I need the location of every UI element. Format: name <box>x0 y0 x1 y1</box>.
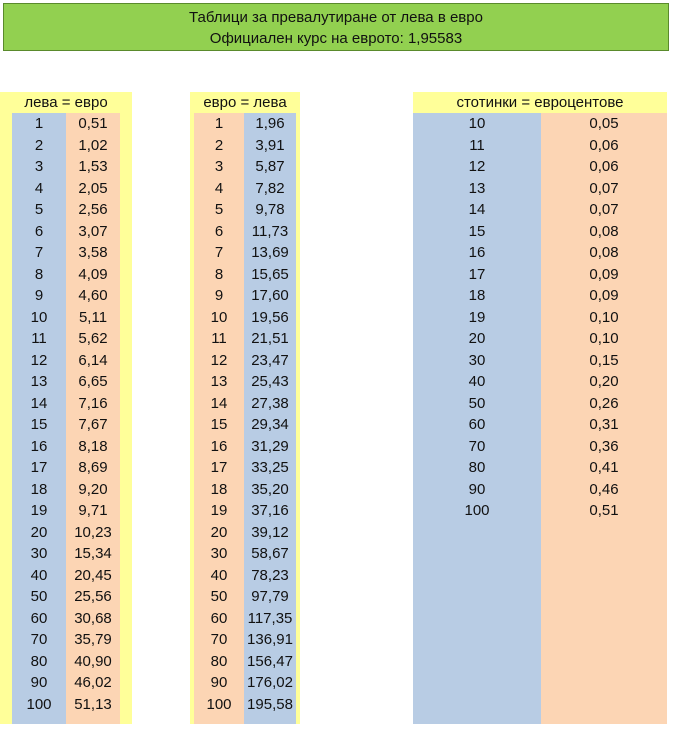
table-cell-output: 9,20 <box>78 480 108 498</box>
table-cell-output: 0,51 <box>78 115 108 132</box>
column-input <box>12 113 66 724</box>
table-cell-output: 0,36 <box>589 437 619 455</box>
table-cell-input: 15 <box>468 222 486 240</box>
table-cell-input: 7 <box>214 244 224 261</box>
table-cell-input: 14 <box>468 201 486 218</box>
table-header: евро = лева <box>203 94 287 111</box>
table-cell-input: 14 <box>210 394 228 412</box>
column-output <box>541 113 667 724</box>
table-cell-input: 19 <box>30 502 48 519</box>
table-stotinki-to-eurocents <box>413 92 667 724</box>
table-cell-output: 19,56 <box>251 308 289 326</box>
title-line-2: Официален курс на еврото: 1,95583 <box>209 30 463 47</box>
table-cell-input: 1 <box>34 115 44 132</box>
table-cell-output: 6,65 <box>78 373 108 390</box>
table-cell-output: 8,18 <box>78 437 108 455</box>
table-cell-input: 30 <box>468 351 486 369</box>
table-cell-output: 17,60 <box>251 287 289 304</box>
table-cell-output: 3,91 <box>255 136 285 154</box>
table-cell-output: 0,07 <box>589 179 619 197</box>
table-cell-input: 18 <box>210 480 228 498</box>
table-cell-output: 3,58 <box>78 244 108 261</box>
table-cell-input: 40 <box>210 566 228 584</box>
table-cell-output: 8,69 <box>78 459 108 476</box>
table-cell-output: 9,78 <box>255 201 285 218</box>
column-input <box>194 113 244 724</box>
table-cell-output: 9,71 <box>78 502 108 519</box>
table-cell-output: 13,69 <box>251 244 289 261</box>
table-cell-input: 80 <box>210 652 228 670</box>
table-cell-input: 50 <box>468 394 486 412</box>
table-cell-input: 16 <box>210 437 228 455</box>
table-cell-input: 16 <box>30 437 48 455</box>
table-cell-output: 11,73 <box>251 222 289 240</box>
table-cell-input: 14 <box>30 394 48 412</box>
table-cell-input: 11 <box>31 330 47 347</box>
table-cell-output: 117,35 <box>247 609 293 627</box>
table-cell-output: 6,14 <box>78 351 108 369</box>
table-cell-output: 21,51 <box>251 330 289 347</box>
table-cell-input: 2 <box>34 136 44 154</box>
table-cell-output: 5,62 <box>78 330 108 347</box>
table-cell-output: 195,58 <box>247 695 293 713</box>
table-cell-output: 5,11 <box>78 308 108 326</box>
table-cell-output: 4,09 <box>78 265 108 283</box>
table-cell-input: 7 <box>34 244 44 261</box>
table-cell-output: 39,12 <box>251 523 289 541</box>
table-cell-input: 70 <box>210 631 228 648</box>
table-cell-output: 7,82 <box>255 179 285 197</box>
table-cell-output: 0,10 <box>589 308 619 326</box>
table-cell-output: 0,20 <box>589 373 619 390</box>
table-cell-output: 58,67 <box>251 545 289 562</box>
table-cell-input: 10 <box>468 115 486 132</box>
table-cell-output: 31,29 <box>251 437 289 455</box>
table-cell-output: 0,07 <box>589 201 619 218</box>
table-cell-input: 30 <box>210 545 228 562</box>
table-cell-input: 5 <box>214 201 224 218</box>
table-cell-input: 18 <box>468 287 486 304</box>
table-cell-input: 19 <box>468 308 486 326</box>
table-cell-input: 60 <box>210 609 228 627</box>
table-cell-input: 13 <box>468 179 486 197</box>
table-cell-input: 8 <box>34 265 44 283</box>
table-cell-input: 13 <box>30 373 48 390</box>
table-cell-input: 80 <box>30 652 48 670</box>
table-cell-output: 0,26 <box>589 394 619 412</box>
table-cell-output: 0,31 <box>589 416 619 433</box>
table-cell-input: 30 <box>30 545 48 562</box>
table-cell-output: 0,15 <box>589 351 619 369</box>
title-banner <box>3 3 669 51</box>
table-cell-input: 12 <box>30 351 48 369</box>
table-cell-input: 11 <box>211 330 227 347</box>
table-cell-output: 25,43 <box>251 373 289 390</box>
table-cell-input: 19 <box>210 502 228 519</box>
table-cell-output: 78,23 <box>251 566 289 584</box>
table-leva-to-euro <box>0 92 132 724</box>
table-cell-output: 7,16 <box>78 394 108 412</box>
table-euro-to-leva <box>190 92 300 724</box>
table-cell-output: 40,90 <box>74 652 112 670</box>
table-cell-input: 17 <box>468 265 486 283</box>
table-cell-input: 13 <box>210 373 228 390</box>
table-cell-input: 90 <box>210 674 228 691</box>
table-cell-output: 2,56 <box>78 201 108 218</box>
table-cell-input: 3 <box>214 158 224 175</box>
table-cell-input: 40 <box>468 373 486 390</box>
table-cell-input: 60 <box>30 609 48 627</box>
table-cell-input: 4 <box>214 179 224 197</box>
table-cell-output: 0,09 <box>589 265 619 283</box>
table-cell-output: 0,08 <box>589 222 619 240</box>
table-cell-output: 1,96 <box>255 115 285 132</box>
table-cell-output: 35,79 <box>74 631 112 648</box>
table-cell-input: 90 <box>30 674 48 691</box>
table-cell-input: 12 <box>210 351 228 369</box>
table-cell-output: 15,34 <box>74 545 112 562</box>
table-cell-output: 51,13 <box>74 695 112 713</box>
table-cell-output: 5,87 <box>255 158 285 175</box>
table-cell-output: 0,05 <box>589 115 619 132</box>
column-input <box>413 113 541 724</box>
table-cell-input: 3 <box>34 158 44 175</box>
table-cell-input: 15 <box>30 416 48 433</box>
table-cell-input: 70 <box>30 631 48 648</box>
table-cell-input: 17 <box>210 459 228 476</box>
table-cell-output: 97,79 <box>251 588 289 605</box>
table-cell-input: 20 <box>30 523 48 541</box>
title-line-1: Таблици за превалутиране от лева в евро <box>189 9 483 26</box>
table-cell-input: 6 <box>214 222 224 240</box>
table-header: лева = евро <box>24 94 108 111</box>
table-cell-input: 80 <box>468 459 486 476</box>
table-cell-output: 156,47 <box>247 652 293 670</box>
table-cell-input: 60 <box>468 416 486 433</box>
table-cell-input: 50 <box>210 588 228 605</box>
table-cell-output: 136,91 <box>247 631 293 648</box>
table-cell-input: 16 <box>468 244 486 261</box>
table-cell-output: 30,68 <box>74 609 112 627</box>
table-cell-input: 15 <box>210 416 228 433</box>
table-cell-output: 1,02 <box>78 136 108 154</box>
table-header: стотинки = евроцентове <box>456 94 624 111</box>
table-cell-output: 3,07 <box>78 222 108 240</box>
table-cell-output: 0,41 <box>589 459 619 476</box>
table-cell-input: 6 <box>34 222 44 240</box>
table-cell-input: 50 <box>30 588 48 605</box>
table-cell-input: 18 <box>30 480 48 498</box>
table-cell-output: 0,06 <box>589 158 619 175</box>
table-cell-output: 23,47 <box>251 351 289 369</box>
column-output <box>244 113 296 724</box>
table-cell-output: 0,10 <box>589 330 619 347</box>
table-cell-input: 1 <box>214 115 224 132</box>
table-cell-output: 2,05 <box>78 179 108 197</box>
table-cell-input: 9 <box>34 287 44 304</box>
table-cell-input: 100 <box>464 502 490 519</box>
table-cell-output: 1,53 <box>78 158 108 175</box>
table-cell-input: 12 <box>468 158 486 175</box>
table-cell-output: 4,60 <box>78 287 108 304</box>
table-cell-output: 46,02 <box>74 674 112 691</box>
table-cell-input: 10 <box>210 308 228 326</box>
table-cell-output: 25,56 <box>74 588 112 605</box>
table-cell-output: 35,20 <box>251 480 289 498</box>
table-cell-output: 15,65 <box>251 265 289 283</box>
table-cell-input: 100 <box>206 695 232 713</box>
table-cell-input: 4 <box>34 179 44 197</box>
table-cell-input: 20 <box>468 330 486 347</box>
table-cell-output: 10,23 <box>74 523 112 541</box>
table-cell-output: 27,38 <box>251 394 289 412</box>
table-cell-output: 0,08 <box>589 244 619 261</box>
table-cell-output: 20,45 <box>74 566 112 584</box>
table-cell-input: 11 <box>469 136 485 154</box>
table-cell-input: 8 <box>214 265 224 283</box>
table-cell-output: 37,16 <box>251 502 289 519</box>
table-cell-output: 0,09 <box>589 287 619 304</box>
table-cell-input: 2 <box>214 136 224 154</box>
table-cell-input: 9 <box>214 287 224 304</box>
table-cell-output: 0,46 <box>589 480 619 498</box>
table-cell-input: 40 <box>30 566 48 584</box>
column-output <box>66 113 120 724</box>
table-cell-input: 100 <box>26 695 52 713</box>
table-cell-output: 0,06 <box>589 136 619 154</box>
table-cell-output: 176,02 <box>247 674 293 691</box>
table-cell-output: 0,51 <box>589 502 619 519</box>
table-cell-input: 70 <box>468 437 486 455</box>
table-cell-input: 90 <box>468 480 486 498</box>
table-cell-input: 10 <box>30 308 48 326</box>
table-cell-input: 17 <box>30 459 48 476</box>
table-cell-output: 7,67 <box>78 416 108 433</box>
table-cell-output: 29,34 <box>251 416 289 433</box>
table-cell-input: 5 <box>34 201 44 218</box>
table-cell-input: 20 <box>210 523 228 541</box>
table-cell-output: 33,25 <box>251 459 289 476</box>
